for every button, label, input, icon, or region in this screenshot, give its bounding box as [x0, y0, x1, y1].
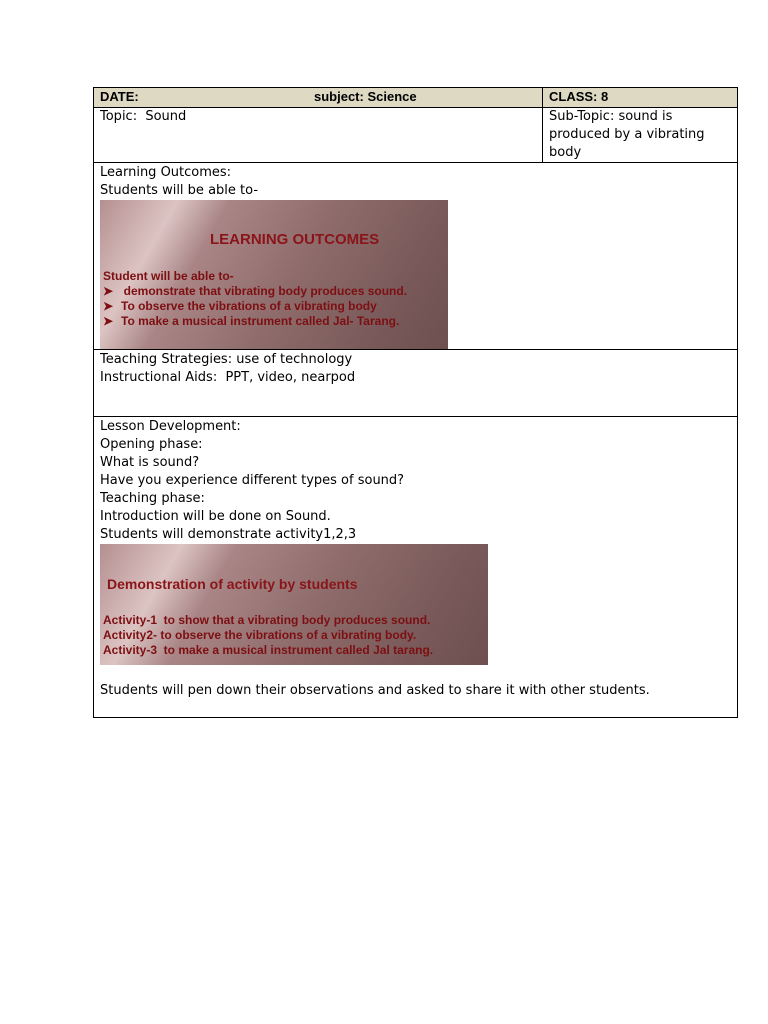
subtopic-line: produced by a vibrating	[549, 127, 705, 142]
lesson-line: Students will demonstrate activity1,2,3	[100, 527, 357, 542]
subtopic-cell	[543, 108, 738, 163]
lesson-line: Opening phase:	[100, 437, 203, 452]
demonstration-slide-image	[100, 544, 488, 665]
lesson-line: Teaching phase:	[100, 491, 205, 506]
strategies-cell	[94, 350, 738, 417]
lesson-line: What is sound?	[100, 455, 200, 470]
lesson-line: Introduction will be done on Sound.	[100, 509, 331, 524]
class-label: CLASS: 8	[549, 89, 609, 104]
slide-bullet: ➤ To make a musical instrument called Jal- Tarang.	[103, 314, 400, 328]
subject-label: subject: Science	[314, 89, 417, 104]
slide-bullet: ➤ To observe the vibrations of a vibrating body	[103, 299, 377, 313]
header-row	[94, 88, 738, 108]
slide-activity: Activity2- to observe the vibrations of a vibrating body.	[103, 628, 417, 642]
lesson-line: Have you experience different types of sound?	[100, 473, 405, 488]
subtopic-line: body	[549, 145, 582, 160]
lesson-line: Lesson Development:	[100, 419, 241, 434]
topic-text: Topic: Sound	[100, 109, 187, 124]
teaching-strategies-text: Teaching Strategies: use of technology	[100, 352, 353, 367]
date-subject-cell	[94, 88, 543, 108]
slide-title: LEARNING OUTCOMES	[210, 231, 380, 248]
learning-outcomes-cell	[94, 163, 738, 350]
arrow-bullet-icon: ➤	[103, 314, 114, 328]
arrow-bullet-icon: ➤	[103, 284, 114, 298]
slide-lead: Student will be able to-	[103, 269, 234, 283]
strategies-row	[94, 350, 738, 417]
class-cell	[543, 88, 738, 108]
slide-activity: Activity-3 to make a musical instrument called Jal tarang.	[103, 643, 434, 657]
slide-title: Demonstration of activity by students	[107, 576, 358, 592]
learning-outcomes-slide-image	[100, 200, 448, 349]
lesson-plan-table	[93, 87, 738, 718]
arrow-bullet-icon: ➤	[103, 299, 114, 313]
lesson-development-row	[94, 417, 738, 718]
topic-cell	[94, 108, 543, 163]
instructional-aids-text: Instructional Aids: PPT, video, nearpod	[100, 370, 356, 385]
date-label: DATE:	[100, 89, 139, 104]
slide-activity: Activity-1 to show that a vibrating body produces sound.	[103, 613, 431, 627]
closing-text: Students will pen down their observations and asked to share it with other students.	[100, 683, 650, 698]
learning-outcomes-heading: Learning Outcomes:	[100, 165, 232, 180]
slide-bullet: ➤ demonstrate that vibrating body produces sound.	[103, 284, 408, 298]
lesson-development-cell	[94, 417, 738, 718]
learning-outcomes-intro: Students will be able to-	[100, 183, 259, 198]
subtopic-line: Sub-Topic: sound is	[549, 109, 673, 124]
topic-row	[94, 108, 738, 163]
lesson-plan-sheet	[93, 87, 737, 718]
learning-outcomes-row	[94, 163, 738, 350]
